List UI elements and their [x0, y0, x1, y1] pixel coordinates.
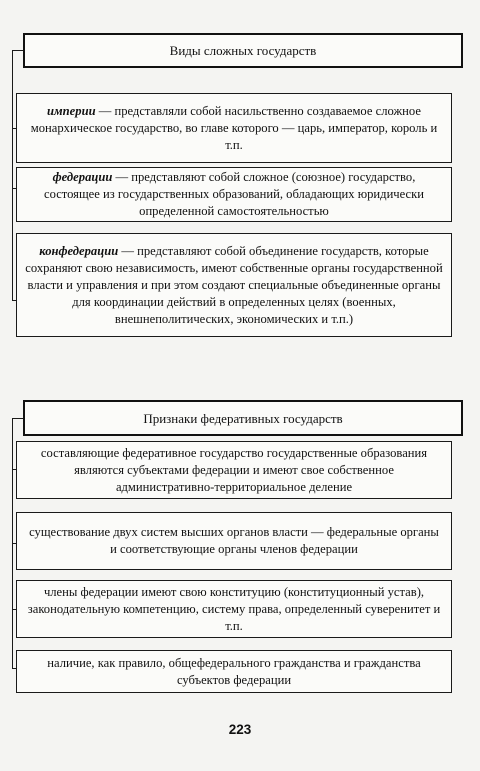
- section2-item-1: [16, 441, 452, 499]
- section1-title: Виды сложных государств: [169, 43, 317, 58]
- section1-item-federations: [16, 167, 452, 222]
- feature-3-text: члены федерации имеют свою конституцию (конституционный устав), законодательную компетенцию, систему права, определенный суверенитет и т.п.: [27, 584, 441, 633]
- term-empires: империи: [47, 103, 96, 118]
- section2-item-3: [16, 580, 452, 638]
- section1-item-empires: [16, 93, 452, 163]
- section2-title-box: [23, 400, 463, 436]
- term-confederations: конфедерации: [39, 243, 119, 258]
- term-federations: федерации: [52, 170, 113, 184]
- feature-4-text: наличие, как правило, общефедерального гражданства и гражданства субъектов федерации: [47, 655, 421, 687]
- page-number: 223: [228, 722, 252, 737]
- section2-item-4: [16, 650, 452, 693]
- section1-title-box: [23, 33, 463, 68]
- definition-confederations: — представляют собой объединение государств, которые сохраняют свою независимость, имеют собственные органы государственной власти и управления и при этом создают специальные объединенные органы для координации действий в определенных целях (военных, внешнеполитических, экономических и т.п.): [25, 243, 443, 326]
- section2-item-2: [16, 512, 452, 570]
- definition-federations: — представляют собой сложное (союзное) государство, состоящее из государственных образований, обладающих юридически определенной самостоятельностью: [44, 170, 424, 218]
- feature-2-text: существование двух систем высших органов власти — федеральные органы и соответствующие органы членов федерации: [29, 525, 439, 556]
- section1-item-confederations: [16, 233, 452, 337]
- feature-1-text: составляющие федеративное государство государственные образования являются субъектами федерации и имеют свое собственное административно-территориальное деление: [40, 445, 428, 494]
- section2-title: Признаки федеративных государств: [143, 410, 343, 426]
- section1-connector-vertical: [12, 50, 13, 301]
- definition-empires: — представляли собой насильственно создаваемое сложное монархическое государство, во главе которого — царь, император, король и т.п.: [30, 103, 438, 152]
